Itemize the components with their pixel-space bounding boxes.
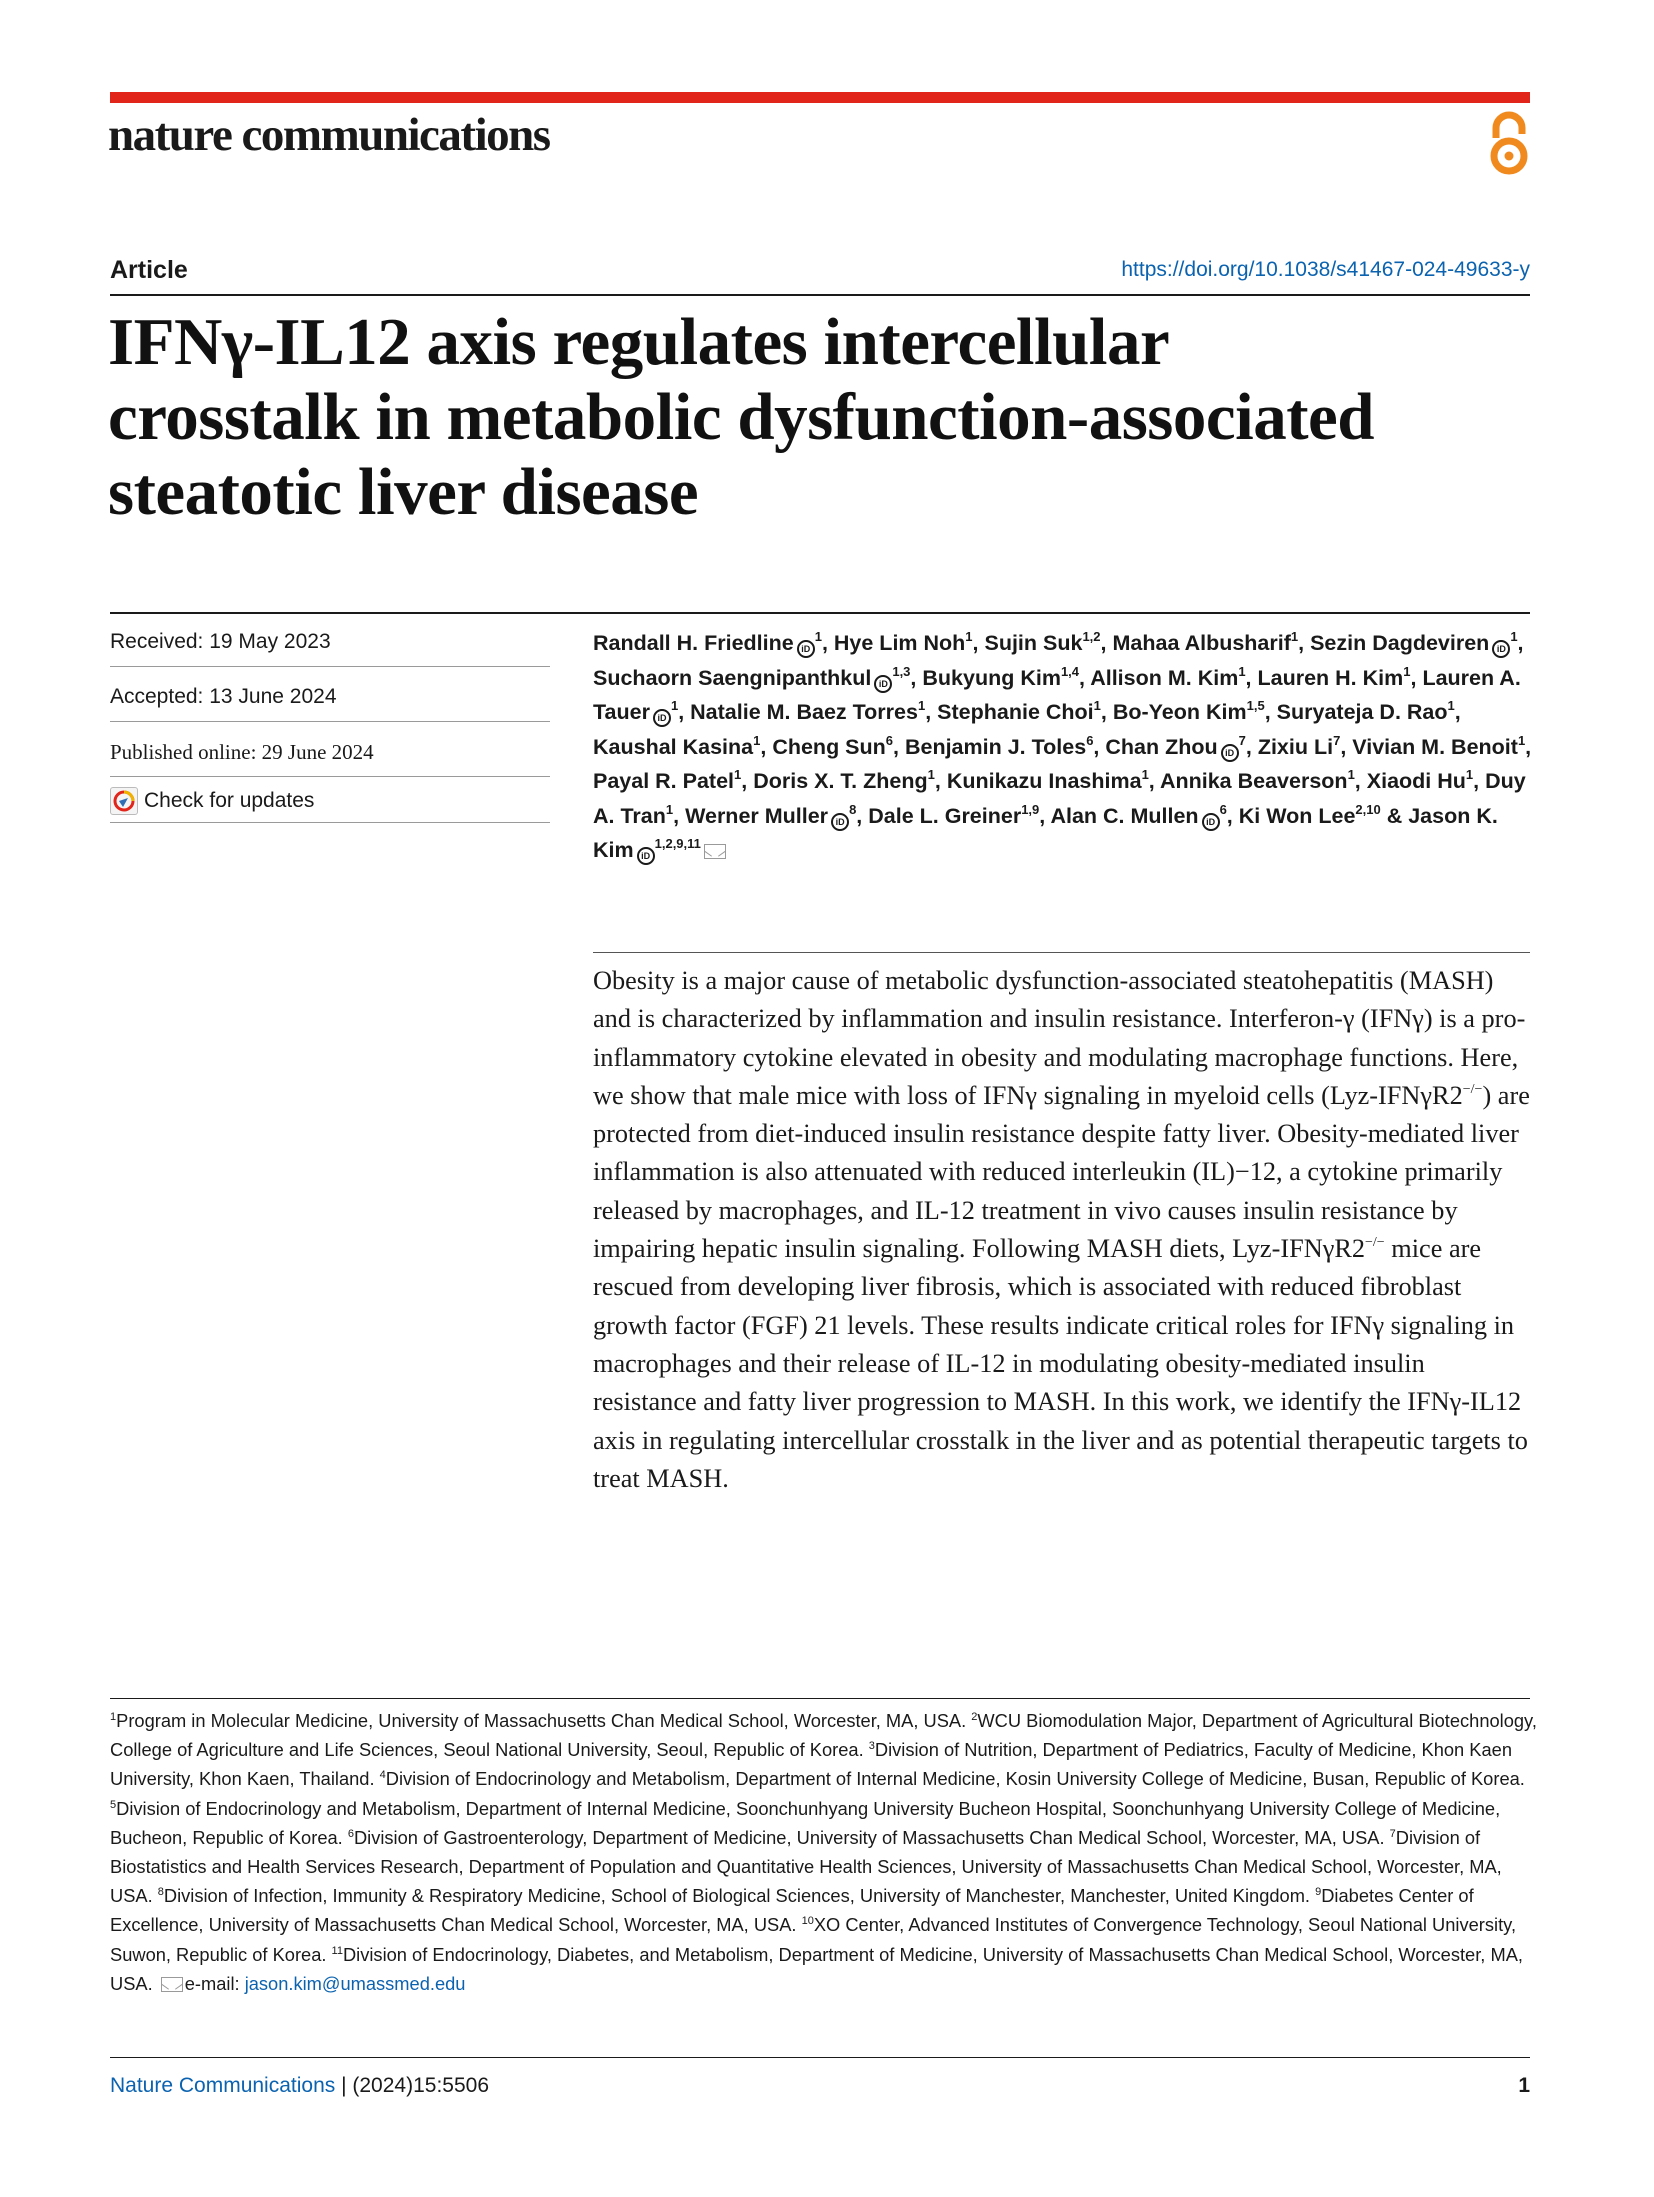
email-icon — [161, 1977, 183, 1992]
author-item — [904, 732, 1094, 759]
author-affiliation-ref: 6 — [885, 732, 894, 748]
author-item — [1160, 769, 1355, 793]
author-affiliation-ref: 1 — [917, 698, 926, 713]
author-affiliation-ref: 7 — [1333, 732, 1341, 748]
affiliation-text: WCU Biomodulation Major, Department of Agricultural Biotechnology, College of Agriculture and Life Sciences, Seoul National University, Seoul, Republic of Korea. — [110, 1710, 1537, 1761]
author-name: Suryateja D. Rao — [1276, 700, 1448, 724]
affiliation-text: Division of Gastroenterology, Department of Medicine, University of Massachusetts Chan Medical School, Worcester, MA, USA. — [353, 1826, 1390, 1848]
email-link[interactable]: jason.kim@umassmed.edu — [244, 1972, 466, 1994]
author-name: Kunikazu Inashima — [946, 769, 1142, 793]
orcid-icon[interactable]: iD — [1202, 813, 1220, 831]
author-affiliation-ref: 1 — [734, 767, 742, 782]
author-affiliation-ref: 1 — [1141, 767, 1149, 782]
footer-citation — [110, 2074, 489, 2098]
author-affiliation-ref: 7 — [1238, 732, 1246, 748]
affiliation-number: 10 — [801, 1915, 814, 1928]
email-label: e-mail: — [184, 1972, 245, 1994]
author-name: Xiaodi Hu — [1366, 769, 1466, 793]
author-name: Lauren A. Tauer — [593, 665, 1521, 724]
affiliation-text: Division of Infection, Immunity & Respiratory Medicine, School of Biological Sciences, University of Manchester, Manchester, United Kingdom. — [163, 1885, 1316, 1907]
affiliation-text: Division of Biostatistics and Health Services Research, Department of Population and Quantitative Health Sciences, University of Massachusetts Chan Medical School, Worcester, MA, USA. — [110, 1826, 1502, 1907]
orcid-icon[interactable]: iD — [1492, 640, 1510, 658]
affiliation-number: 9 — [1315, 1886, 1322, 1899]
author-item — [984, 631, 1100, 655]
footer-divider — [110, 2057, 1530, 2058]
footer-journal-link[interactable]: Nature Communications — [110, 2074, 336, 2097]
meta-divider — [110, 666, 550, 667]
orcid-icon[interactable]: iD — [831, 813, 849, 831]
author-affiliation-ref: 6 — [1086, 732, 1094, 748]
author-joiner: & — [1386, 803, 1409, 828]
meta-divider — [110, 822, 550, 823]
author-item — [1352, 732, 1526, 759]
meta-divider — [110, 776, 550, 777]
author-affiliation-ref: 1 — [1238, 663, 1246, 679]
author-affiliation-ref: 1 — [1347, 767, 1355, 782]
author-name: Doris X. T. Zheng — [753, 769, 928, 793]
author-affiliation-ref: 1 — [965, 629, 973, 644]
journal-name: nature communications — [108, 109, 550, 161]
author-affiliation-ref: 1,2 — [1082, 629, 1101, 644]
author-item — [1310, 631, 1517, 655]
abstract-divider — [593, 952, 1530, 953]
author-name: Natalie M. Baez Torres — [690, 700, 918, 724]
affiliation-number: 6 — [347, 1827, 354, 1840]
author-name: Vivian M. Benoit — [1352, 734, 1518, 759]
affiliation-text: Program in Molecular Medicine, University of Massachusetts Chan Medical School, Worcester, MA, USA. — [116, 1710, 972, 1731]
abstract — [593, 962, 1533, 1498]
author-affiliation-ref: 2,10 — [1355, 801, 1381, 817]
author-item — [1112, 631, 1298, 655]
author-item — [593, 663, 911, 690]
author-name: Lauren H. Kim — [1257, 665, 1404, 690]
author-affiliation-ref: 1 — [1465, 767, 1474, 782]
author-affiliation-ref: 1 — [1403, 663, 1411, 679]
received-date: Received: 19 May 2023 — [110, 630, 331, 653]
page-number: 1 — [1518, 2074, 1530, 2097]
orcid-icon[interactable]: iD — [1221, 744, 1239, 762]
check-for-updates-button[interactable] — [110, 787, 314, 815]
author-name: Allison M. Kim — [1090, 665, 1239, 690]
affiliation-number: 4 — [379, 1769, 386, 1782]
affiliation-number: 3 — [868, 1740, 875, 1753]
author-name: Ki Won Lee — [1238, 803, 1356, 828]
abstract-text: Obesity is a major cause of metabolic dysfunction-associated steatohepatitis (MASH) and is characterized by inflammation and insulin resistance. Interferon-γ (IFNγ) is a pro-inflammatory cytokine elevated in obesity and modulating macrophage functions. Here, we show that male mice with loss of IFNγ signaling in myeloid cells (Lyz-IFNγR2 — [593, 966, 1526, 1110]
affiliation-text: Division of Endocrinology and Metabolism, Department of Internal Medicine, Soonchunhyang University Bucheon Hospital, Soonchunhyang University College of Medicine, Bucheon, Republic of Korea. — [110, 1797, 1501, 1848]
abstract-superscript: −/− — [1462, 1081, 1483, 1097]
header-divider — [110, 294, 1530, 296]
abstract-text: mice are rescued from developing liver fibrosis, which is associated with reduced fibroblast growth factor (FGF) 21 levels. These results indicate critical roles for IFNγ signaling in macrophages and their release of IL-12 in modulating obesity-mediated insulin resistance and fatty liver progression to MASH. In this work, we identify the IFNγ-IL12 axis in regulating intercellular crosstalk in the liver and as potential therapeutic targets to treat MASH. — [593, 1234, 1528, 1493]
author-name: Werner Muller — [685, 803, 829, 828]
footer-volume: | (2024)15:5506 — [335, 2074, 490, 2097]
affiliation-number: 1 — [110, 1711, 117, 1723]
affiliation-text: Diabetes Center of Excellence, University of Massachusetts Chan Medical School, Worcester, MA, USA. — [110, 1885, 1474, 1936]
author-name: Kaushal Kasina — [593, 734, 754, 759]
author-name: Dale L. Greiner — [868, 803, 1022, 828]
author-list: Randall H. Friedline $iD^1$, Hye Lim Noh$^1$, Sujin Suk$^{1,2}$, Mahaa Albusharif$^1$, Sezin Dagdeviren $iD^1$, Suchaorn Saengnipanthkul iD$^{1,3}$, Bukyung Kim$^{1,4}$, Allison M. Kim$^1$, Lauren H. Kim$^1$, Lauren A. Tauer $iD^1$, Natalie M. Baez Torres$^1$, Stephanie Choi$^1$, Bo-Yeon Kim$^{1,5}$, Suryateja D. Rao$^1$, Kaushal Kasina$^1$, Cheng Sun$^6$, Benjamin J. Toles$^6$, Chan Zhou $iD^7$, Zixiu Li$^7$, Vivian M. Benoit$^1$, Payal R. Patel$^1$, Doris X. T. Zheng$^1$, Kunikazu Inashima$^1$, Annika Beaverson$^1$, Xiaodi Hu$^1$, Duy A. Tran$^1$, Werner Muller $iD^8$, Dale L. Greiner$^{1,9}$, Alan C. Mullen $iD^6$, Ki Won Lee$^{2,10}$ & Jason K. Kim iD$^{1,2,9,11}$ — [593, 626, 1543, 868]
author-name: Annika Beaverson — [1159, 769, 1348, 793]
author-item — [593, 769, 741, 793]
author-name: Duy A. Tran — [593, 769, 1526, 828]
check-for-updates-label: Check for updates — [144, 789, 315, 812]
author-name: Stephanie Choi — [937, 700, 1094, 724]
check-for-updates-icon — [110, 787, 138, 815]
author-name: Randall H. Friedline — [593, 631, 794, 655]
author-affiliation-ref: 1 — [670, 698, 679, 713]
author-affiliation-ref: 1 — [1447, 698, 1455, 713]
orcid-icon[interactable]: iD — [637, 847, 655, 865]
author-item — [593, 732, 761, 759]
affiliation-text: Division of Nutrition, Department of Pediatrics, Faculty of Medicine, Khon Kaen University, Khon Kaen, Thailand. — [110, 1739, 1512, 1790]
article-title: IFNγ-IL12 axis regulates intercellular crosstalk in metabolic dysfunction-associated steatotic liver disease — [108, 305, 1375, 529]
author-name: Chan Zhou — [1105, 734, 1218, 759]
author-affiliation-ref: 1 — [927, 767, 935, 782]
open-access-icon — [1482, 108, 1536, 178]
author-name: Cheng Sun — [772, 734, 886, 759]
author-item — [772, 732, 894, 759]
author-affiliation-ref: 6 — [1219, 801, 1227, 817]
published-date: Published online: 29 June 2024 — [110, 740, 374, 764]
title-divider — [110, 612, 1530, 614]
author-affiliation-ref: 1 — [665, 801, 674, 817]
affiliation-number: 11 — [331, 1944, 343, 1957]
author-item — [1367, 769, 1473, 793]
author-item — [690, 700, 925, 724]
author-name: Alan C. Mullen — [1050, 803, 1199, 828]
header-accent-bar — [110, 92, 1530, 103]
affiliation-number: 5 — [110, 1798, 117, 1811]
author-affiliation-ref: 1 — [1093, 698, 1101, 713]
author-item — [753, 769, 935, 793]
orcid-icon[interactable]: iD — [653, 709, 671, 727]
orcid-icon[interactable]: iD — [874, 675, 892, 693]
author-name: Benjamin J. Toles — [904, 734, 1087, 759]
affiliation-number: 2 — [971, 1711, 978, 1723]
author-affiliation-ref: 1,4 — [1060, 663, 1080, 679]
author-item — [1238, 801, 1381, 828]
author-name: Mahaa Albusharif — [1112, 631, 1291, 655]
affiliation-text: Division of Endocrinology, Diabetes, and Metabolism, Department of Medicine, University of Massachusetts Chan Medical School, Worcester, MA, USA. — [110, 1943, 1523, 1994]
author-name: Suchaorn Saengnipanthkul — [593, 665, 872, 690]
article-type: Article — [110, 256, 188, 284]
author-name: Sezin Dagdeviren — [1310, 631, 1490, 655]
author-affiliation-ref: 1 — [1290, 629, 1299, 644]
author-item — [1257, 663, 1411, 690]
author-item — [937, 700, 1101, 724]
author-item — [1105, 732, 1246, 759]
author-item — [1277, 700, 1455, 724]
author-affiliation-ref: 1,2,9,11 — [654, 836, 701, 851]
affiliation-text: XO Center, Advanced Institutes of Convergence Technology, Seoul National University, Suwon, Republic of Korea. — [110, 1914, 1517, 1965]
author-item — [834, 631, 973, 655]
email-icon[interactable] — [704, 844, 726, 859]
author-affiliation-ref: 1 — [1517, 732, 1526, 748]
author-item — [868, 801, 1040, 828]
author-name: Payal R. Patel — [593, 769, 735, 793]
accepted-date: Accepted: 13 June 2024 — [110, 685, 337, 708]
abstract-text: ) are protected from diet-induced insulin resistance despite fatty liver. Obesity-mediated liver inflammation is also attenuated with reduced interleukin (IL)−12, a cytokine primarily released by macrophages, and IL-12 treatment in vivo causes insulin resistance by impairing hepatic insulin signaling. Following MASH diets, Lyz-IFNγR2 — [593, 1080, 1530, 1264]
author-name: Bo-Yeon Kim — [1112, 700, 1247, 724]
affiliations-divider — [110, 1698, 1530, 1699]
author-item — [593, 631, 822, 655]
affiliation-text: Division of Endocrinology and Metabolism, Department of Internal Medicine, Kosin University College of Medicine, Busan, Republic of Korea. — [385, 1768, 1525, 1790]
author-affiliation-ref: 1,5 — [1246, 698, 1265, 713]
doi-link[interactable]: https://doi.org/10.1038/s41467-024-49633-y — [1121, 258, 1530, 281]
author-affiliation-ref: 1 — [1510, 629, 1518, 644]
author-affiliation-ref: 1,3 — [892, 663, 911, 679]
author-affiliation-ref: 1 — [814, 629, 822, 644]
affiliation-number: 7 — [1389, 1827, 1396, 1840]
author-affiliation-ref: 1,9 — [1021, 801, 1040, 817]
author-name: Hye Lim Noh — [833, 631, 966, 655]
abstract-superscript: −/− — [1365, 1235, 1385, 1251]
author-item — [1113, 700, 1265, 724]
author-affiliation-ref: 8 — [849, 801, 857, 817]
author-item — [1090, 663, 1246, 690]
author-affiliation-ref: 1 — [753, 732, 761, 748]
author-item — [1050, 801, 1227, 828]
author-item — [685, 801, 857, 828]
author-name: Zixiu Li — [1257, 734, 1334, 759]
author-item — [922, 663, 1080, 690]
author-item — [1257, 732, 1341, 759]
author-name: Bukyung Kim — [922, 665, 1061, 690]
affiliation-number: 8 — [157, 1886, 164, 1899]
author-name: Jason K. Kim — [593, 803, 1498, 862]
affiliations — [110, 1706, 1540, 1998]
orcid-icon[interactable]: iD — [797, 640, 815, 658]
author-item — [947, 769, 1149, 793]
meta-divider — [110, 721, 550, 722]
author-name: Sujin Suk — [984, 631, 1083, 655]
